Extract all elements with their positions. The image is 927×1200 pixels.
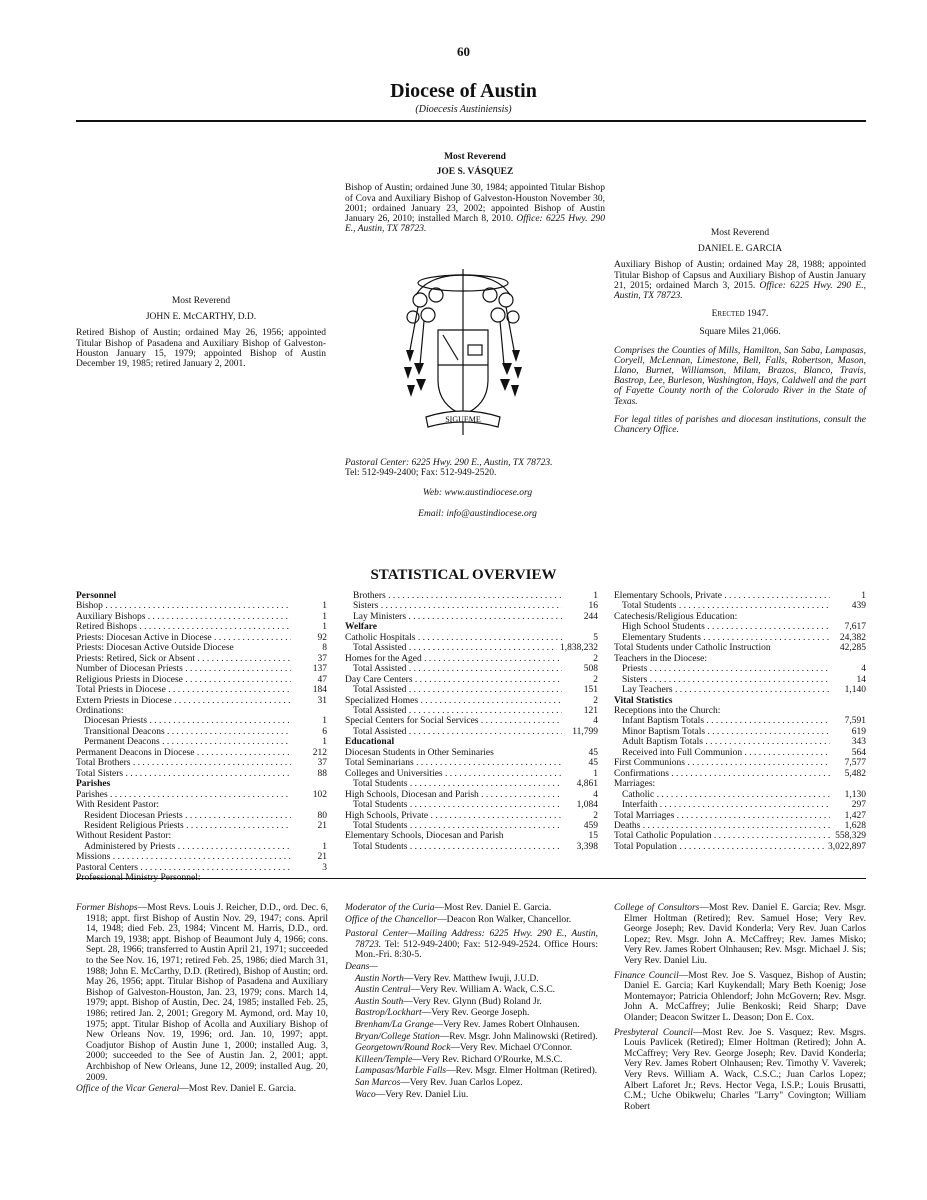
stats-row xyxy=(76,811,327,821)
dean-area: Lampasas/Marble Falls xyxy=(355,1066,447,1077)
former-bishops: Most Revs. Louis J. Reicher, D.D., ord. Dec. 6, 1918; appt. first Bishop of Austin Nov. 29, 1947; cons. April 14, 1948; died Feb. 23, 1984; Vincent M. Harris, D.D., ord. March 19, 1938; appt. Bishop of Beaumont July 4, 1966; cons. Sept. 28, 1966; transferred to Austin April 21, 1971; succeeded to the See Nov. 16, 1971; retired Feb. 25, 1986; died March 31, 1988; John E. McCarthy, D.D. (Retired), Bishop of Austin; ord. May 26, 1956; appt. Titular Bishop of Pasadena and Auxiliary Bishop of Galveston-Houston, Jan. 23, 1979; cons. March 14, 1979; appt. Bishop of Austin, Dec. 24, 1985; installed Feb. 25, 1986; retired Jan. 2, 2001; Gregory M. Aymond, ord. May 10, 1975; appt. Titular Bishop of Acolla and Auxiliary Bishop of New Orleans Nov. 19, 1996; ord. Jan. 10, 1997; appt. Coadjutor Bishop of Austin June 1, 2000; installed Aug. 3, 2000; succeeded to the See of Austin Jan. 2, 2001; appt. Archbishop of New Orleans, June 12, 2009; installed Aug. 20, 2009. xyxy=(86,903,328,1083)
stats-label: Confirmations . . . xyxy=(614,769,830,779)
stats-value: 2 xyxy=(593,810,598,821)
deans-label: Deans— xyxy=(345,961,378,972)
presbyteral-label: Presbyteral Council xyxy=(614,1027,693,1038)
stats-subheading: Marriages: xyxy=(614,779,656,790)
bishop-name: JOE S. VÁSQUEZ xyxy=(436,167,514,178)
page-number: 60 xyxy=(457,44,470,59)
stats-value: 151 xyxy=(583,685,598,696)
stats-label: Day Care Centers . . . xyxy=(345,675,562,685)
stats-row xyxy=(76,601,327,611)
stats-row xyxy=(345,758,598,768)
dean-name: Rev. Msgr. John Malinowski (Retired). xyxy=(449,1031,598,1042)
legal-titles: For legal titles of parishes and diocesan institutions, consult the Chancery Office. xyxy=(614,414,866,436)
stats-value: 7,591 xyxy=(844,716,866,727)
dean-entry: Bastrop/Lockhart—Very Rev. George Joseph. xyxy=(355,1008,530,1019)
presbyteral: Most Rev. Joe S. Vasquez; Rev. Msgrs. Louis Pavlicek (Retired); Elmer Holtman (Retired); John A. McCaffrey; Very Rev. George Joseph; Rev. David Konderla; Very Rev. James Robert Olnhausen; Rev. Timothy V. Vaverek; Very Revs. William A. Wack, C.S.C.; Juan Carlos Lopez; Albert Laforet Jr.; Revs. Hector Vega, I.S.P.; Louis Brusatti, C.M.; Uche Obikwelu; Charles "Larry" Covington; William Robert xyxy=(624,1027,866,1112)
dean-area: Brenham/La Grange xyxy=(355,1019,434,1030)
stats-value: 1,838,232 xyxy=(560,643,598,654)
notes-column-1: Former Bishops—Most Revs. Louis J. Reicher, D.D., ord. Dec. 6, 1918; appt. first Bishop of Austin Nov. 29, 1947; cons. April 14, 1948; died Feb. 23, 1984; Vincent M. Harris, D.D., ord. March 19, 1938; appt. Bishop of Beaumont July 4, 1966; cons. Sept. 28, 1966; transferred to Austin April 21, 1971; succeeded to the See Nov. 16, 1971; retired Feb. 25, 1986; died March 31, 1988; John E. McCarthy, D.D. (Retired), Bishop of Austin; ord. May 26, 1956; appt. Titular Bishop of Pasadena and Auxiliary Bishop of Galveston-Houston, Jan. 23, 1979; cons. March 14, 1979; appt. Bishop of Austin, Dec. 24, 1985; installed Feb. 25, 1986; retired Jan. 2, 2001; Gregory M. Aymond, ord. May 10, 1975; appt. Titular Bishop of Acolla and Auxiliary Bishop of New Orleans Nov. 19, 1996; ord. Jan. 10, 1997; appt. Coadjutor Bishop of Austin June 1, 2000; installed Aug. 3, 2000; succeeded to the See of Austin Jan. 2, 2001; appt. Archbishop of New Orleans, June 12, 2009; installed Aug. 20, 2009. Office of the Vicar General—Most Rev. Daniel E. Garcia. xyxy=(76,903,328,1095)
dean-name: Very Rev. Juan Carlos Lopez. xyxy=(409,1077,523,1088)
stats-value: 1,084 xyxy=(576,800,598,811)
stats-value: 21 xyxy=(317,820,327,831)
stats-label: Total Assisted . . . xyxy=(353,727,562,737)
stats-label: Sisters . . . xyxy=(353,601,562,611)
stats-value: 47 xyxy=(317,674,327,685)
crest-motto: SIGUEME xyxy=(445,415,481,424)
comprises: Comprises the Counties of Mills, Hamilton, San Saba, Lampasas, Coryell, McLennan, Limestone, Bell, Falls, Robertson, Mason, Llano, Burnet, Williamson, Milam, Brazos, Blanco, Travis, Bastrop, Lee, Burleson, Washington, Hays, Caldwell and the part of Fayette County north of the Colorado River in the State of Texas. xyxy=(614,345,866,407)
stats-value: 37 xyxy=(317,758,327,769)
stats-label: Missions . . . xyxy=(76,852,291,862)
stats-value: 1 xyxy=(593,768,598,779)
stats-value: 4 xyxy=(861,664,866,675)
stats-label: Retired Bishops . . . xyxy=(76,622,291,632)
pastoral-center: Pastoral Center: 6225 Hwy. 290 E., Austin, TX 78723. xyxy=(345,458,553,468)
stats-value: 15 xyxy=(588,831,598,842)
stats-label: Elementary Students . . . xyxy=(622,633,830,643)
stats-row xyxy=(76,622,327,632)
stats-row xyxy=(345,612,598,622)
stats-label: Total Students . . . xyxy=(353,842,562,852)
stats-label: Sisters . . . xyxy=(622,675,830,685)
auxiliary-prefix: Most Reverend xyxy=(710,228,770,238)
stats-label: First Communions . . . xyxy=(614,758,830,768)
dean-entry: Waco—Very Rev. Daniel Liu. xyxy=(355,1089,469,1100)
stats-subheading: With Resident Pastor: xyxy=(76,800,159,811)
stats-row xyxy=(614,831,866,841)
dean-area: Bryan/College Station xyxy=(355,1031,440,1042)
stats-label: Auxiliary Bishops . . . xyxy=(76,612,291,622)
stats-label: Lay Teachers . . . xyxy=(622,685,830,695)
dean-area: Georgetown/Round Rock xyxy=(355,1043,451,1054)
stats-value: 21 xyxy=(317,852,327,863)
vicar: Most Rev. Daniel E. Garcia. xyxy=(188,1084,297,1095)
stats-value: 1,140 xyxy=(844,685,866,696)
stats-column-1 xyxy=(76,591,327,884)
stats-value: 3 xyxy=(322,862,327,873)
stats-label: Diocesan Priests . . . xyxy=(84,716,291,726)
stats-row xyxy=(614,737,866,747)
stats-label: Total Priests in Diocese . . . xyxy=(76,685,291,695)
dean-name: Very Rev. Michael O'Connor. xyxy=(459,1043,573,1054)
stats-row xyxy=(345,601,598,611)
stats-label: Adult Baptism Totals . . . xyxy=(622,737,830,747)
stats-label: Extern Priests in Diocese . . . xyxy=(76,696,291,706)
bishop-block xyxy=(345,152,605,234)
stats-row xyxy=(76,790,327,800)
stats-label: Received into Full Communion . . . xyxy=(622,748,830,758)
stats-row xyxy=(614,769,866,779)
stats-value: 564 xyxy=(851,747,866,758)
stats-value: 2 xyxy=(593,653,598,664)
stats-label: Priests: Retired, Sick or Absent . . . xyxy=(76,654,291,664)
stats-row xyxy=(76,685,327,695)
stats-label: High Schools, Diocesan and Parish . . . xyxy=(345,790,562,800)
stats-value: 3,022,897 xyxy=(828,841,866,852)
stats-label: Number of Diocesan Priests . . . xyxy=(76,664,291,674)
chancellor: Deacon Ron Walker, Chancellor. xyxy=(446,914,572,925)
stats-row xyxy=(614,758,866,768)
stats-label: Total Seminarians . . . xyxy=(345,758,562,768)
stats-value: 92 xyxy=(317,632,327,643)
stats-value: 31 xyxy=(317,695,327,706)
stats-label: Total Brothers . . . xyxy=(76,758,291,768)
stats-label: Catholic Hospitals . . . xyxy=(345,633,562,643)
retired-name: JOHN E. McCARTHY, D.D. xyxy=(145,312,257,323)
stats-label: Total Population . . . xyxy=(614,842,825,852)
consultors-label: College of Consultors xyxy=(614,903,700,913)
stats-label: Catholic . . . xyxy=(622,790,830,800)
stats-label: Priests . . . xyxy=(622,664,830,674)
stats-value: 459 xyxy=(583,820,598,831)
stats-label: Permanent Deacons in Diocese . . . xyxy=(76,748,291,758)
stats-label: Total Students . . . xyxy=(353,821,562,831)
web-link[interactable]: Web: www.austindiocese.org xyxy=(422,488,533,499)
dean-area: Austin Central xyxy=(355,985,411,996)
stats-value: 137 xyxy=(312,664,327,675)
stats-label: Priests: Diocesan Active Outside Diocese xyxy=(76,643,234,654)
stats-value: 45 xyxy=(588,747,598,758)
stats-value: 1 xyxy=(861,591,866,601)
dean-area: Bastrop/Lockhart xyxy=(355,1008,422,1019)
bishop-office: Office: 6225 Hwy. 290 E., Austin, TX 78723. xyxy=(345,214,606,235)
stats-value: 102 xyxy=(312,789,327,800)
stats-row xyxy=(76,675,327,685)
stats-subheading: Catechesis/Religious Education: xyxy=(614,611,738,622)
stats-column-3 xyxy=(614,591,866,852)
notes-column-3: College of Consultors—Most Rev. Daniel E. Garcia; Rev. Msgr. Elmer Holtman (Retired); Rev. Samuel Hose; Very Rev. George Joseph; Rev. David Konderla; Very Rev. Juan Carlos Lopez; Rev. Msgr. John A. McCaffrey; Rev. James Misko; Very Rev. James Robert Olnhausen; Rev. Msgr. Michael J. Sis; Very Rev. Daniel Liu. Finance Council—Most Rev. Joe S. Vasquez, Bishop of Austin; Daniel E. Garcia; Karl Kuykendall; Mary Beth Koenig; Jose Montemayor; Patricia Ohlendorf; John McGovern; Rev. Msgr. John A. McCaffrey; Julie Benkoski; Reid Sharp; Dave Olander; Deacon Switzer L. Deason; Don E. Cox. Presbyteral Council—Most Rev. Joe S. Vasquez; Rev. Msgrs. Louis Pavlicek (Retired); Elmer Holtman (Retired); John A. McCaffrey; Very Rev. George Joseph; Rev. David Konderla; Very Rev. James Robert Olnhausen; Rev. Timothy V. Vaverek; Very Revs. William A. Wack, C.S.C.; Juan Carlos Lopez; Albert Laforet Jr.; Revs. Hector Vega, I.S.P.; Louis Brusatti, C.M.; Uche Obikwelu; Charles "Larry" Covington; William Robert xyxy=(614,903,867,1112)
stats-column-2 xyxy=(345,591,598,852)
stats-label: Interfaith . . . xyxy=(622,800,830,810)
stats-row xyxy=(345,769,598,779)
dean-name: Very Rev. Daniel Liu. xyxy=(385,1089,469,1100)
dean-entry: Brenham/La Grange—Very Rev. James Robert Olnhausen. xyxy=(355,1019,580,1030)
dean-name: Very Rev. Matthew Iwuji, J.U.D. xyxy=(413,973,539,984)
stats-row xyxy=(76,842,327,852)
notes-column-2: Moderator of the Curia—Most Rev. Daniel E. Garcia. Office of the Chancellor—Deacon Ron Walker, Chancellor. Pastoral Center—Mailing Address: 6225 Hwy. 290 E., Austin, 78723. Tel: 512-949-2400; Fax: 512-949-2524. Office Hours: Mon.-Fri. 8:30-5. Deans— Austin North—Very Rev. Matthew Iwuji, J.U.D. Austin Central—Very Rev. William A. Wack, C.S.C. Austin South—Very Rev. Glynn (Bud) Roland Jr. Bastrop/Lockhart—Very Rev. George Joseph. Brenham/La Grange—Very Rev. James Robert Olnhausen. Bryan/College Station—Rev. Msgr. John Malinowski (Retired). Georgetown/Round Rock—Very Rev. Michael O'Connor. Killeen/Temple—Very Rev. Richard O'Rourke, M.S.C. Lampasas/Marble Falls—Rev. Msgr. Elmer Holtman (Retired). San Marcos—Very Rev. Juan Carlos Lopez. Waco—Very Rev. Daniel Liu. xyxy=(345,903,598,1100)
dean-entry: Bryan/College Station—Rev. Msgr. John Malinowski (Retired). xyxy=(355,1031,598,1042)
stats-label: Resident Religious Priests . . . xyxy=(84,821,291,831)
stats-row xyxy=(76,748,327,758)
dean-name: Very Rev. Richard O'Rourke, M.S.C. xyxy=(421,1054,563,1065)
stats-row xyxy=(345,831,598,841)
stats-section-heading: Educational xyxy=(345,737,395,748)
stats-value: 3,398 xyxy=(576,841,598,852)
page-subtitle: (Dioecesis Austiniensis) xyxy=(415,104,512,115)
stats-row xyxy=(614,790,866,800)
finance: Most Rev. Joe S. Vasquez, Bishop of Austin; Daniel E. Garcia; Karl Kuykendall; Mary Beth Koenig; Jose Montemayor; Patricia Ohlendorf; John McGovern; Rev. Msgr. John A. McCaffrey; Julie Benkoski; Reid Sharp; Dave Olander; Deacon Switzer L. Deason; Don E. Cox. xyxy=(624,970,867,1023)
former-bishops-label: Former Bishops xyxy=(76,903,138,913)
dean-name: Very Rev. James Robert Olnhausen. xyxy=(443,1019,580,1030)
stats-value: 1 xyxy=(322,716,327,727)
stats-row xyxy=(345,664,598,674)
bishop-bio xyxy=(345,183,605,234)
stats-label: Elementary Schools, Diocesan and Parish xyxy=(345,831,504,842)
stats-label: Diocesan Students in Other Seminaries xyxy=(345,747,494,758)
stats-label: Pastoral Centers . . . xyxy=(76,863,291,873)
auxiliary-name: DANIEL E. GARCIA xyxy=(697,244,783,255)
finance-label: Finance Council xyxy=(614,970,679,981)
auxiliary-office: Office: 6225 Hwy. 290 E., Austin, TX 78723. xyxy=(614,280,866,302)
stats-value: 1,130 xyxy=(844,789,866,800)
dean-entry: Lampasas/Marble Falls—Rev. Msgr. Elmer Holtman (Retired). xyxy=(355,1066,598,1077)
stats-label: Total Students . . . xyxy=(353,779,562,789)
section-rule xyxy=(76,878,866,879)
moderator: Most Rev. Daniel E. Garcia. xyxy=(443,903,552,913)
stats-value: 508 xyxy=(583,664,598,675)
email-link[interactable]: Email: info@austindiocese.org xyxy=(418,508,537,519)
chancellor-label: Office of the Chancellor xyxy=(345,914,438,925)
stats-value: 37 xyxy=(317,653,327,664)
stats-value: 4 xyxy=(593,716,598,727)
stats-row xyxy=(345,748,598,758)
stats-row xyxy=(345,727,598,737)
stats-row xyxy=(76,758,327,768)
auxiliary-bishop-block xyxy=(614,228,866,435)
stats-row xyxy=(76,821,327,831)
stats-label: Brothers . . . xyxy=(353,591,562,601)
stats-row xyxy=(76,612,327,622)
stats-value: 8 xyxy=(322,643,327,654)
stats-label: Resident Diocesan Priests . . . xyxy=(84,811,291,821)
mailing-label: Pastoral Center—Mailing Address: 6225 Hwy. 290 E., Austin, 78723. xyxy=(345,929,598,950)
stats-row xyxy=(345,643,598,653)
coat-of-arms xyxy=(398,255,528,450)
stats-value: 7,617 xyxy=(844,622,866,633)
square-miles: Square Miles 21,066. xyxy=(699,327,781,338)
stats-value: 244 xyxy=(583,611,598,622)
stats-label: Elementary Schools, Private . . . xyxy=(614,591,830,601)
stats-label: Colleges and Universities . . . xyxy=(345,769,562,779)
header-rule xyxy=(76,120,866,122)
stats-row xyxy=(345,821,598,831)
stats-label: Infant Baptism Totals . . . xyxy=(622,716,830,726)
stats-row xyxy=(345,696,598,706)
stats-row xyxy=(345,675,598,685)
stats-row xyxy=(614,601,866,611)
dean-entry: San Marcos—Very Rev. Juan Carlos Lopez. xyxy=(355,1077,523,1088)
dean-entry: Georgetown/Round Rock—Very Rev. Michael O'Connor. xyxy=(355,1043,573,1054)
stats-label: Total Assisted . . . xyxy=(353,685,562,695)
retired-bishop-block xyxy=(76,296,326,369)
stats-row xyxy=(614,800,866,810)
mailing: Tel: 512-949-2400; Fax: 512-949-2524. Office Hours: Mon.-Fri. 8:30-5. xyxy=(355,939,598,961)
stats-value: 5,482 xyxy=(844,768,866,779)
stats-value: 1 xyxy=(593,591,598,601)
deans-list xyxy=(345,974,598,1101)
stats-value: 619 xyxy=(851,726,866,737)
stats-value: 14 xyxy=(856,674,866,685)
dean-entry: Killeen/Temple—Very Rev. Richard O'Rourke, M.S.C. xyxy=(355,1054,563,1065)
stats-row xyxy=(614,685,866,695)
stats-label: Minor Baptism Totals . . . xyxy=(622,727,830,737)
stats-label: Specialized Homes . . . xyxy=(345,696,562,706)
bishop-prefix: Most Reverend xyxy=(444,152,506,162)
dean-area: Waco xyxy=(355,1089,376,1100)
stats-row xyxy=(614,591,866,601)
stats-value: 2 xyxy=(593,674,598,685)
stats-row xyxy=(345,685,598,695)
stats-row xyxy=(614,811,866,821)
stats-row xyxy=(345,716,598,726)
moderator-label: Moderator of the Curia xyxy=(345,903,435,913)
dean-area: Austin North xyxy=(355,973,404,984)
stats-subheading: Ordinations: xyxy=(76,705,124,716)
erected: Erected 1947. xyxy=(711,309,769,320)
stats-label: Transitional Deacons . . . xyxy=(84,727,291,737)
stats-subheading: Teachers in the Diocese: xyxy=(614,653,707,664)
stats-value: 6 xyxy=(322,726,327,737)
stats-row xyxy=(614,622,866,632)
stats-title: STATISTICAL OVERVIEW xyxy=(370,567,557,583)
stats-row xyxy=(614,664,866,674)
stats-row xyxy=(76,633,327,643)
stats-label: Lay Ministers . . . xyxy=(353,612,562,622)
stats-value: 88 xyxy=(317,768,327,779)
stats-subheading: Receptions into the Church: xyxy=(614,705,721,716)
stats-value: 45 xyxy=(588,758,598,769)
stats-section-heading: Welfare xyxy=(345,622,378,633)
stats-label: Total Assisted . . . xyxy=(353,706,562,716)
stats-row xyxy=(76,716,327,726)
stats-label: Priests: Diocesan Active in Diocese . . . xyxy=(76,633,291,643)
stats-value: 2 xyxy=(593,695,598,706)
stats-value: 1 xyxy=(322,737,327,748)
dean-area: Austin South xyxy=(355,996,404,1007)
stats-row xyxy=(76,737,327,747)
dean-name: Rev. Msgr. Elmer Holtman (Retired). xyxy=(455,1066,598,1077)
stats-row xyxy=(76,643,327,653)
stats-row xyxy=(614,842,866,852)
stats-label: Total Catholic Population . . . xyxy=(614,831,830,841)
stats-row xyxy=(345,842,598,852)
stats-row xyxy=(614,633,866,643)
stats-value: 184 xyxy=(312,685,327,696)
stats-value: 11,799 xyxy=(572,726,598,737)
stats-section-heading: Parishes xyxy=(76,779,111,790)
stats-label: Total Sisters . . . xyxy=(76,769,291,779)
stats-row xyxy=(345,811,598,821)
stats-row xyxy=(614,748,866,758)
stats-value: 1,427 xyxy=(844,810,866,821)
stats-row xyxy=(345,654,598,664)
stats-value: 1 xyxy=(322,622,327,633)
contact-block xyxy=(345,458,610,519)
stats-row xyxy=(345,800,598,810)
stats-value: 212 xyxy=(312,747,327,758)
page-title: Diocese of Austin xyxy=(390,80,537,102)
dean-name: Very Rev. William A. Wack, C.S.C. xyxy=(420,985,556,996)
stats-row xyxy=(614,821,866,831)
stats-value: 558,329 xyxy=(835,831,866,842)
stats-row xyxy=(345,790,598,800)
stats-row xyxy=(614,716,866,726)
dean-name: Very Rev. George Joseph. xyxy=(431,1008,530,1019)
stats-label: Total Students . . . xyxy=(622,601,830,611)
dean-name: Very Rev. Glynn (Bud) Roland Jr. xyxy=(412,996,542,1007)
consultors: Most Rev. Daniel E. Garcia; Rev. Msgr. Elmer Holtman (Retired); Rev. Samuel Hose; Very Rev. George Joseph; Rev. David Konderla; Very Rev. Juan Carlos Lopez; Rev. Msgr. John A. McCaffrey; Rev. James Misko; Very Rev. James Robert Olnhausen; Rev. Msgr. Michael J. Sis; Very Rev. Daniel Liu. xyxy=(624,903,866,966)
auxiliary-bio xyxy=(614,260,866,301)
stats-value: 1 xyxy=(322,601,327,612)
stats-row xyxy=(345,779,598,789)
stats-row xyxy=(614,675,866,685)
stats-row xyxy=(345,633,598,643)
retired-bio: Retired Bishop of Austin; ordained May 26, 1956; appointed Titular Bishop of Pasadena and Auxiliary Bishop of Galveston-Houston January 15, 1979; appointed Bishop of Austin December 19, 1985; retired January 2, 2001. xyxy=(76,328,326,370)
stats-value: 24,382 xyxy=(839,632,866,643)
stats-value: 42,285 xyxy=(839,643,866,654)
telephone: Tel: 512-949-2400; Fax: 512-949-2520. xyxy=(345,468,497,479)
retired-prefix: Most Reverend xyxy=(171,296,231,306)
dean-entry: Austin South—Very Rev. Glynn (Bud) Roland Jr. xyxy=(355,996,542,1007)
stats-label: Administered by Priests . . . xyxy=(84,842,291,852)
stats-value: 1,628 xyxy=(844,820,866,831)
stats-label: Total Students . . . xyxy=(353,800,562,810)
stats-value: 16 xyxy=(588,601,598,612)
stats-row xyxy=(76,664,327,674)
stats-value: 439 xyxy=(851,601,866,612)
stats-value: 297 xyxy=(851,800,866,811)
stats-value: 343 xyxy=(851,737,866,748)
stats-row xyxy=(76,863,327,873)
stats-row xyxy=(76,769,327,779)
stats-section-heading: Vital Statistics xyxy=(614,695,673,706)
stats-subheading: Without Resident Pastor: xyxy=(76,831,172,842)
stats-value: 5 xyxy=(593,632,598,643)
stats-label: Total Marriages . . . xyxy=(614,811,830,821)
stats-row xyxy=(614,643,866,653)
stats-label: Total Students under Catholic Instruction xyxy=(614,643,771,654)
stats-label: Homes for the Aged . . . xyxy=(345,654,562,664)
stats-row xyxy=(345,591,598,601)
stats-subheading: Professional Ministry Personnel: xyxy=(76,873,201,884)
stats-value: 80 xyxy=(317,810,327,821)
stats-label: Total Assisted . . . xyxy=(353,643,557,653)
stats-row xyxy=(76,654,327,664)
vicar-label: Office of the Vicar General xyxy=(76,1084,180,1095)
stats-label: Permanent Deacons . . . xyxy=(84,737,291,747)
stats-value: 7,577 xyxy=(844,758,866,769)
stats-row xyxy=(76,852,327,862)
stats-label: Deaths . . . xyxy=(614,821,830,831)
stats-value: 4 xyxy=(593,789,598,800)
stats-row xyxy=(345,706,598,716)
stats-label: Bishop . . . xyxy=(76,601,291,611)
dean-area: Killeen/Temple xyxy=(355,1054,413,1065)
stats-value: 1 xyxy=(322,611,327,622)
dean-area: San Marcos xyxy=(355,1077,401,1088)
stats-label: Total Assisted . . . xyxy=(353,664,562,674)
auxiliary-bio-text: Auxiliary Bishop of Austin; ordained May 28, 1988; appointed Titular Bishop of Capsus and Auxiliary Bishop of Austin January 21, 2015; ordained March 3, 2015. xyxy=(614,260,866,291)
bishop-bio-text: Bishop of Austin; ordained June 30, 1984; appointed Titular Bishop of Cova and Auxiliary Bishop of Galveston-Houston November 30, 2001; ordained January 23, 2002; appointed Bishop of Austin January 26, 2010; installed March 8, 2010. xyxy=(345,183,605,225)
dean-entry: Austin North—Very Rev. Matthew Iwuji, J.U.D. xyxy=(355,973,539,984)
stats-label: High School Students . . . xyxy=(622,622,830,632)
stats-row xyxy=(76,696,327,706)
stats-value: 1 xyxy=(322,841,327,852)
stats-section-heading: Personnel xyxy=(76,591,117,601)
stats-label: Religious Priests in Diocese . . . xyxy=(76,675,291,685)
stats-label: High Schools, Private . . . xyxy=(345,811,562,821)
stats-row xyxy=(614,727,866,737)
stats-row xyxy=(76,727,327,737)
stats-value: 121 xyxy=(583,705,598,716)
stats-label: Special Centers for Social Services . . . xyxy=(345,716,562,726)
dean-entry: Austin Central—Very Rev. William A. Wack, C.S.C. xyxy=(355,985,556,996)
stats-label: Parishes . . . xyxy=(76,790,291,800)
stats-value: 4,861 xyxy=(576,779,598,790)
